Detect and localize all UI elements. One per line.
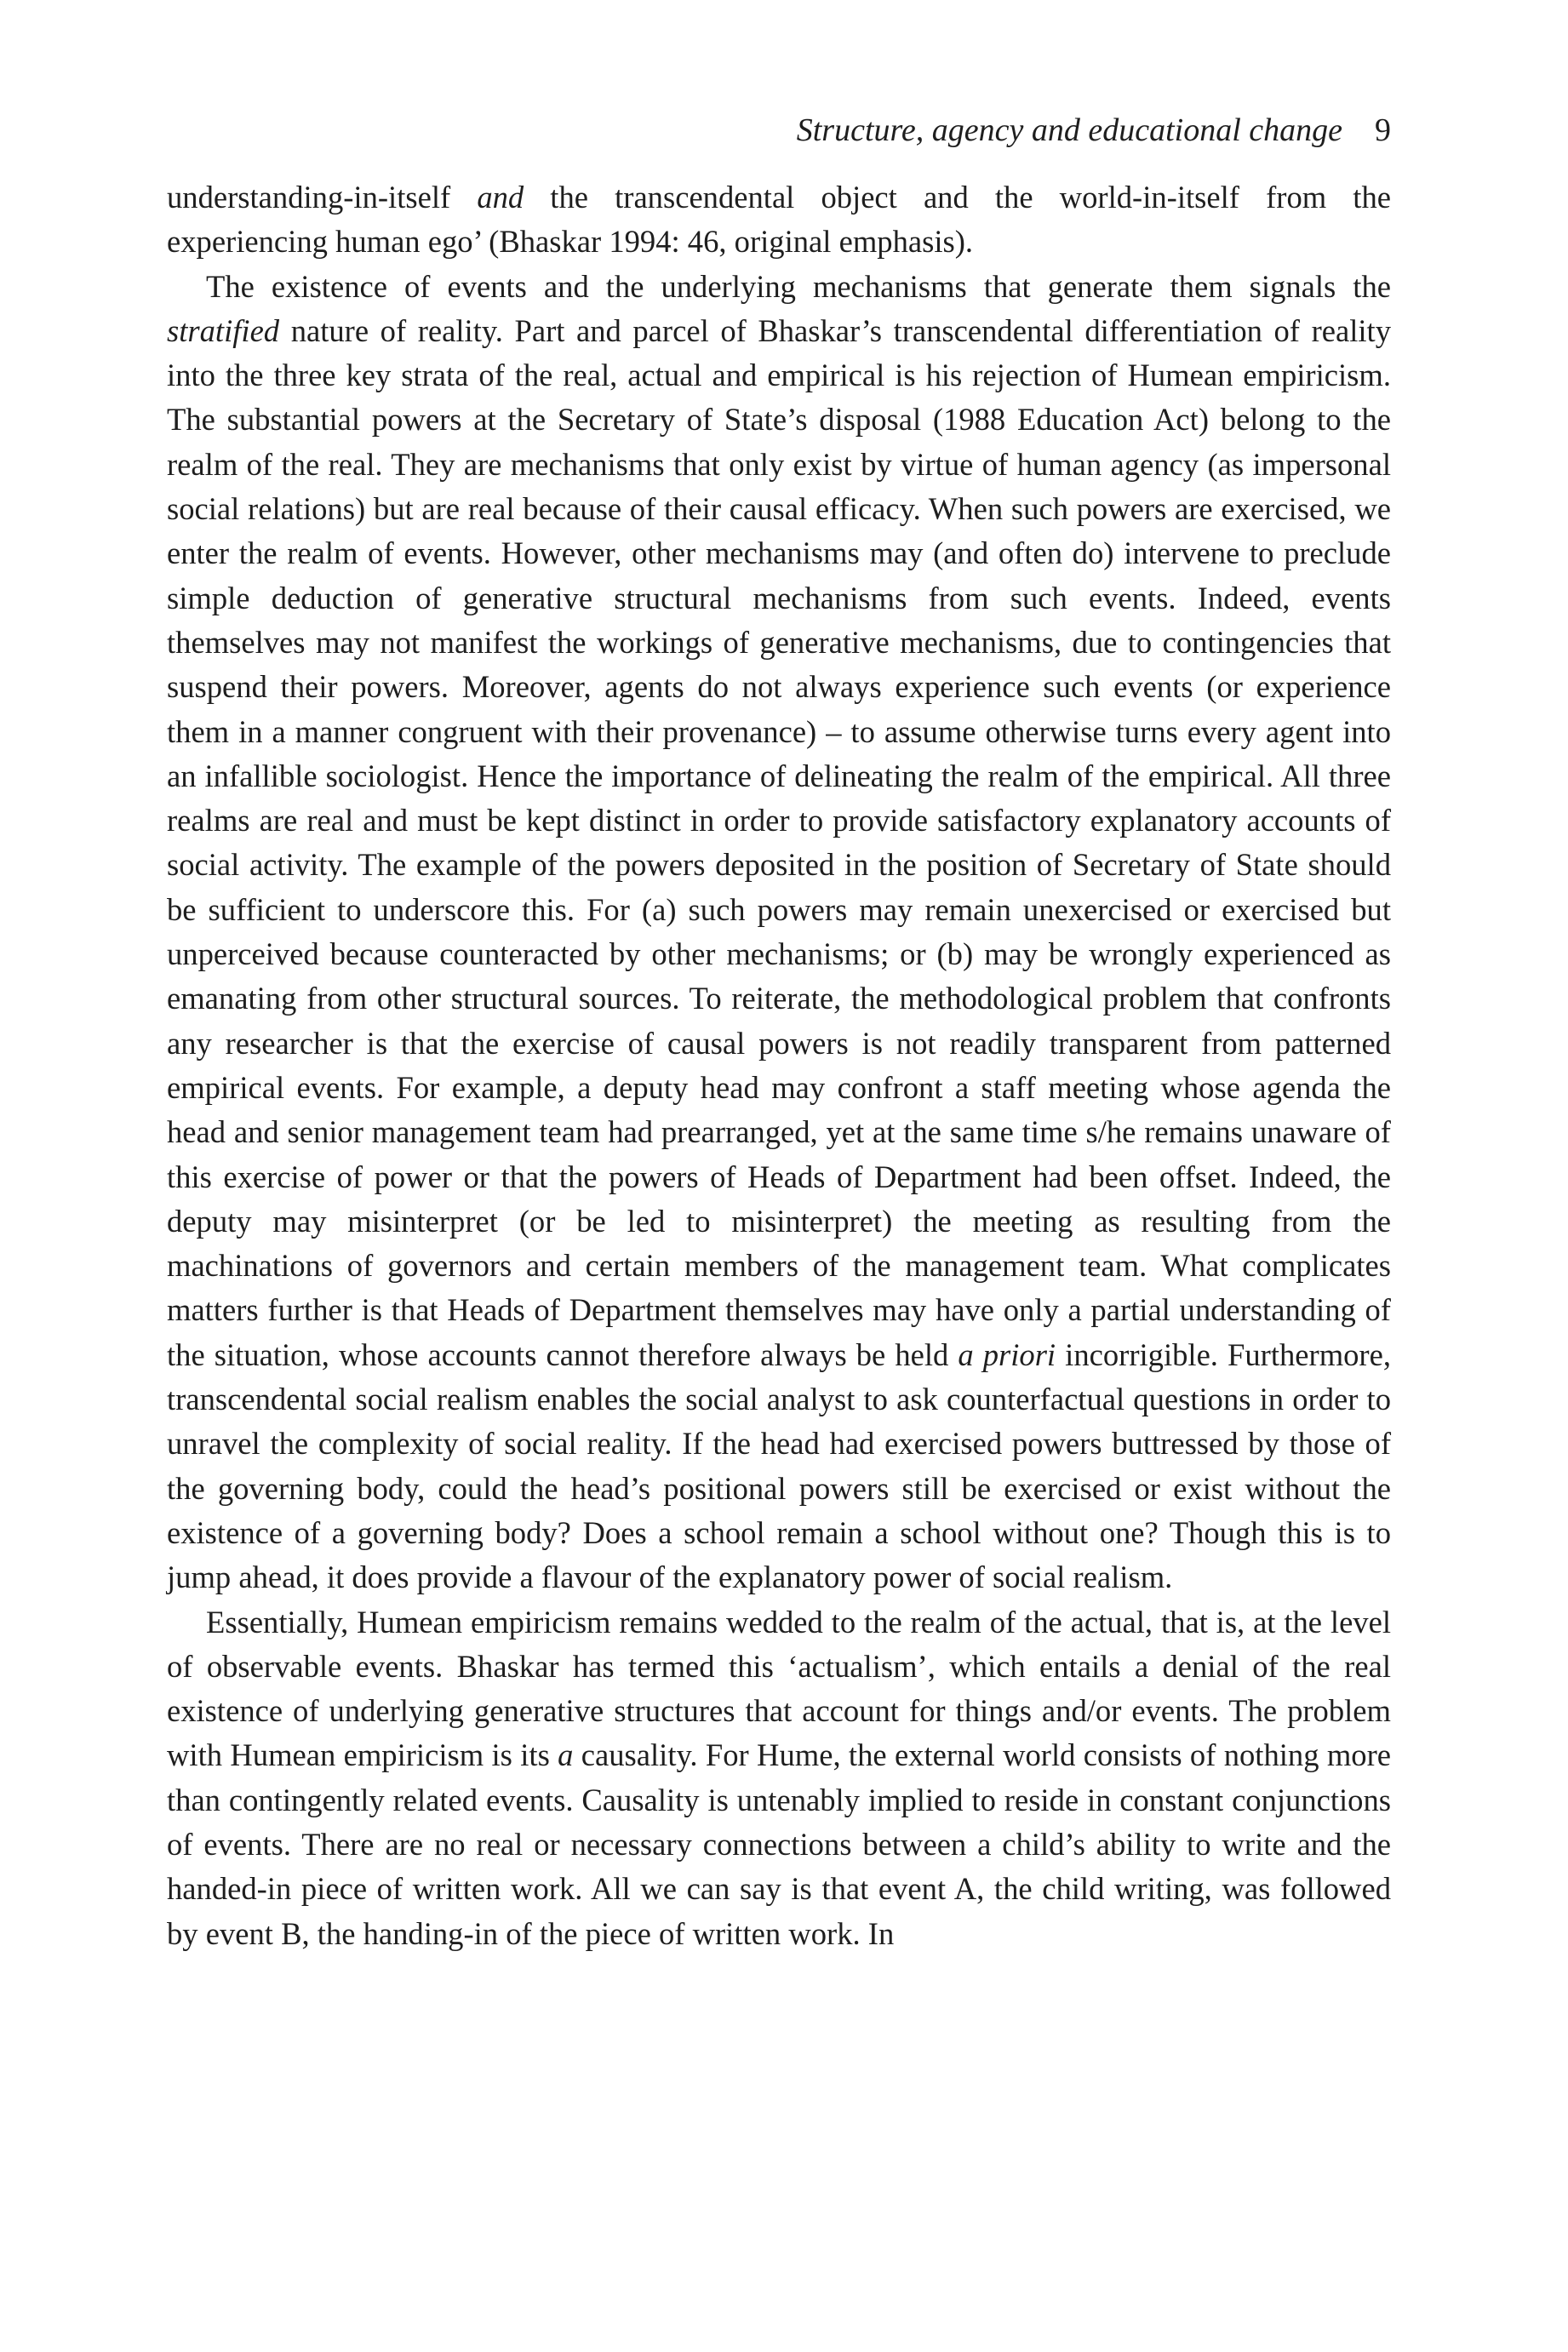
emphasis-a: a — [558, 1737, 574, 1773]
emphasis-stratified: stratified — [167, 312, 280, 348]
paragraph-2: The existence of events and the underlying mechanisms that generate them signals the stratified nature of reality. Part and parcel of Bhaskar’s transcendental differentiation of reality into the three key strata of the real, actual and empirical is his rejection of Humean empiricism. The substantial powers at the Secretary of State’s disposal (1988 Education Act) belong to the realm of the real. They are mechanisms that only exist by virtue of human agency (as impersonal social relations) but are real because of their causal efficacy. When such powers are exercised, we enter the realm of events. However, other mechanisms may (and often do) intervene to preclude simple deduction of generative structural mechanisms from such events. Indeed, events themselves may not manifest the workings of generative mechanisms, due to contingencies that suspend their powers. Moreover, agents do not always experience such events (or experience them in a manner congruent with their provenance) – to assume otherwise turns every agent into an infallible sociologist. Hence the importance of delineating the realm of the empirical. All three realms are real and must be kept distinct in order to provide satisfactory explanatory accounts of social activity. The example of the powers deposited in the position of Secretary of State should be sufficient to underscore this. For (a) such powers may remain unexercised or exercised but unperceived because counteracted by other mechanisms; or (b) may be wrongly experienced as emanating from other structural sources. To reiterate, the methodological problem that confronts any researcher is that the exercise of causal powers is not readily transparent from patterned empirical events. For example, a deputy head may confront a staff meeting whose agenda the head and senior management team had prearranged, yet at the same time s/he remains unaware of this exercise of power or that the powers of Heads of Department had been offset. Indeed, the deputy may misinterpret (or be led to misinterpret) the meeting as resulting from the machinations of governors and certain members of the management team. What complicates matters further is that Heads of Department themselves may have only a partial understanding of the situation, whose accounts cannot therefore always be held a priori incorrigible. Furthermore, transcendental social realism enables the social analyst to ask counterfactual questions in order to unravel the complexity of social reality. If the head had exercised powers buttressed by those of the governing body, could the head’s positional powers still be exercised or exist without the existence of a governing body? Does a school remain a school without one? Though this is to jump ahead, it does provide a flavour of the explanatory power of social realism. — [167, 268, 1391, 1595]
running-head — [167, 100, 1391, 160]
emphasis-a-priori: a priori — [958, 1336, 1056, 1372]
book-page — [167, 100, 1391, 1956]
paragraph-3: Essentially, Humean empiricism remains wedded to the realm of the actual, that is, at the level of observable events. Bhaskar has termed this ‘actualism’, which entails a denial of the real existence of underlying generative structures that account for things and/or events. The problem with Humean empiricism is its a causality. For Hume, the external world consists of nothing more than contingently related events. Causality is untenably implied to reside in constant conjunctions of events. There are no real or necessary connections between a child’s ability to write and the handed-in piece of written work. All we can say is that event A, the child writing, was followed by event B, the handing-in of the piece of written work. In — [167, 1604, 1391, 1951]
emphasis-and: and — [477, 180, 524, 215]
body-text — [167, 175, 1391, 1956]
running-head-title: Structure, agency and educational change — [796, 112, 1342, 148]
paragraph-1: understanding-in-itself and the transcendental object and the world-in-itself from the experiencing human ego’ (Bhaskar 1994: 46, original emphasis). — [167, 180, 1391, 260]
page-number: 9 — [1375, 112, 1391, 148]
